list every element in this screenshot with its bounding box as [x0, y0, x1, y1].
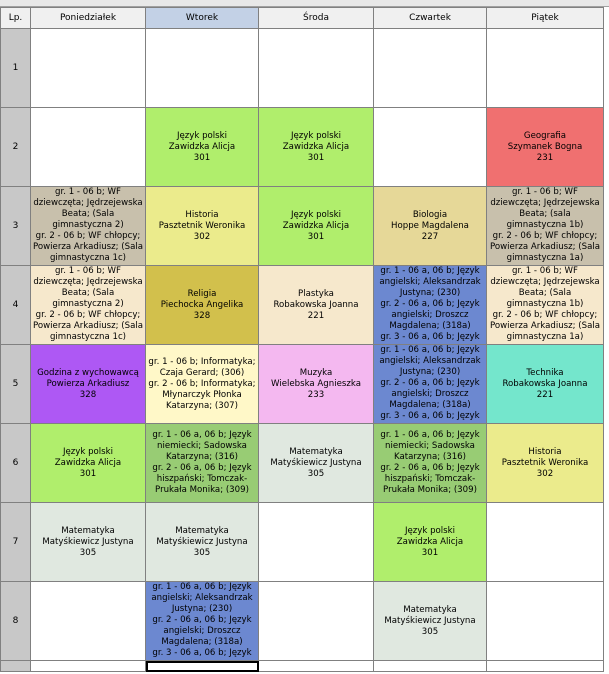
- lesson-cell-monday[interactable]: [31, 503, 146, 582]
- row-number[interactable]: 8: [1, 582, 31, 661]
- lesson-cell-content: [146, 29, 258, 107]
- lesson-cell-content: [31, 582, 145, 660]
- lesson-text: gr. 1 - 06 a, 06 b; Język niemiecki; Sadowska Katarzyna; (316) gr. 2 - 06 a, 06 b; Język hiszpański; Tomczak-Prukała Monika; (309): [380, 430, 480, 495]
- lesson-cell-wednesday[interactable]: [259, 108, 374, 187]
- lesson-cell-monday[interactable]: [31, 29, 146, 108]
- lesson-cell-friday[interactable]: [487, 503, 604, 582]
- lesson-cell-wednesday[interactable]: [259, 266, 374, 345]
- table-row: [1, 345, 604, 424]
- lesson-text: gr. 1 - 06 b; WF dziewczęta; Jędrzejewska Beata; (sala gimnastyczna 1b) gr. 2 - 06 b; WF chłopcy; Powierza Arkadiusz; (Sala gimnastyczna 1a): [489, 187, 600, 263]
- lesson-text: gr. 1 - 06 b; WF dziewczęta; Jędrzejewska Beata; (Sala gimnastyczna 2) gr. 2 - 06 b; WF chłopcy; Powierza Arkadiusz; (Sala gimnastyczna 1c): [33, 187, 144, 263]
- lesson-cell-thursday[interactable]: [374, 187, 487, 266]
- lesson-cell-content: [31, 29, 145, 107]
- lesson-cell-content: [487, 266, 603, 344]
- lesson-cell-wednesday[interactable]: [259, 424, 374, 503]
- lesson-cell-thursday[interactable]: [374, 108, 487, 187]
- lesson-text: Historia Pasztetnik Weronika 302: [158, 209, 246, 242]
- lesson-cell-content: [374, 29, 486, 107]
- lesson-cell-content: [146, 108, 258, 186]
- lesson-text: Godzina z wychowawcą Powierza Arkadiusz 328: [37, 367, 139, 400]
- lesson-cell-tuesday[interactable]: [146, 345, 259, 424]
- lesson-cell-content: [146, 187, 258, 265]
- lesson-cell-content: [374, 424, 486, 502]
- lesson-cell-tuesday[interactable]: [146, 108, 259, 187]
- lesson-text: gr. 1 - 06 b; WF dziewczęta; Jędrzejewska Beata; (Sala gimnastyczna 2) gr. 2 - 06 b; WF chłopcy; Powierza Arkadiusz; (Sala gimnastyczna 1c): [33, 266, 144, 342]
- lesson-text: gr. 1 - 06 b; Informatyka; Czaja Gerard; (306) gr. 2 - 06 b; Informatyka; Młynarczyk Płonka Katarzyna; (307): [148, 356, 256, 411]
- lesson-cell-content: [487, 503, 603, 581]
- lesson-cell-thursday[interactable]: [374, 266, 487, 345]
- row-number[interactable]: 7: [1, 503, 31, 582]
- row-number[interactable]: 2: [1, 108, 31, 187]
- lesson-cell-friday[interactable]: [487, 187, 604, 266]
- header-day-tuesday[interactable]: Wtorek: [146, 8, 259, 29]
- lesson-cell-tuesday[interactable]: [146, 582, 259, 661]
- header-day-friday[interactable]: Piątek: [487, 8, 604, 29]
- lesson-cell-tuesday[interactable]: [146, 266, 259, 345]
- table-row: [1, 108, 604, 187]
- lesson-cell-content: [374, 582, 486, 660]
- row-number[interactable]: 3: [1, 187, 31, 266]
- lesson-cell-wednesday[interactable]: [259, 582, 374, 661]
- lesson-cell-content: [146, 424, 258, 502]
- timetable-grid: [0, 7, 604, 672]
- lesson-cell-content: [259, 108, 373, 186]
- table-row: [1, 187, 604, 266]
- lesson-text: Matematyka Matyśkiewicz Justyna 305: [270, 446, 362, 479]
- lesson-cell-thursday[interactable]: [374, 345, 487, 424]
- table-row: [1, 266, 604, 345]
- lesson-cell-tuesday[interactable]: [146, 187, 259, 266]
- lesson-text: gr. 1 - 06 a, 06 b; Język angielski; Aleksandrzak Justyna; (230) gr. 2 - 06 a, 06 b; Język angielski; Droszcz Magdalena; (318a) gr. 3 - 06 a, 06 b; Język: [379, 266, 481, 342]
- lesson-cell-friday[interactable]: [487, 108, 604, 187]
- lesson-cell-content: [31, 424, 145, 502]
- table-row: [1, 582, 604, 661]
- lesson-cell-content: [374, 503, 486, 581]
- header-day-wednesday[interactable]: Środa: [259, 8, 374, 29]
- lesson-cell-tuesday[interactable]: [146, 661, 259, 672]
- row-number[interactable]: 1: [1, 29, 31, 108]
- lesson-cell-content: [374, 108, 486, 186]
- table-row: [1, 424, 604, 503]
- row-number[interactable]: 4: [1, 266, 31, 345]
- table-row: [1, 29, 604, 108]
- lesson-cell-tuesday[interactable]: [146, 424, 259, 503]
- lesson-cell-content: [374, 266, 486, 344]
- lesson-text: Język polski Zawidzka Alicja 301: [282, 130, 350, 163]
- lesson-cell-content: [487, 108, 603, 186]
- lesson-cell-wednesday[interactable]: [259, 503, 374, 582]
- toolbar-strip: [0, 0, 609, 7]
- lesson-text: gr. 1 - 06 a, 06 b; Język angielski; Aleksandrzak Justyna; (230) gr. 2 - 06 a, 06 b; Język angielski; Droszcz Magdalena; (318a) gr. 3 - 06 a, 06 b; Język: [379, 345, 481, 421]
- lesson-cell-content: [259, 424, 373, 502]
- lesson-cell-monday[interactable]: [31, 266, 146, 345]
- lesson-text: Geografia Szymanek Bogna 231: [507, 130, 583, 163]
- lesson-text: Muzyka Wielebska Agnieszka 233: [271, 367, 361, 400]
- lesson-text: Biologia Hoppe Magdalena 227: [391, 209, 469, 242]
- lesson-cell-friday[interactable]: [487, 29, 604, 108]
- lesson-text: Język polski Zawidzka Alicja 301: [282, 209, 350, 242]
- lesson-text: Język polski Zawidzka Alicja 301: [396, 525, 464, 558]
- lesson-cell-monday[interactable]: [31, 345, 146, 424]
- lesson-cell-friday[interactable]: [487, 661, 604, 672]
- lesson-cell-wednesday[interactable]: [259, 187, 374, 266]
- row-number[interactable]: 5: [1, 345, 31, 424]
- lesson-cell-thursday[interactable]: [374, 503, 487, 582]
- lesson-text: Język polski Zawidzka Alicja 301: [168, 130, 236, 163]
- lesson-cell-content: [31, 266, 145, 344]
- table-row: [1, 661, 604, 672]
- lesson-cell-thursday[interactable]: [374, 29, 487, 108]
- lesson-cell-friday[interactable]: [487, 582, 604, 661]
- header-day-thursday[interactable]: Czwartek: [374, 8, 487, 29]
- lesson-cell-wednesday[interactable]: [259, 345, 374, 424]
- lesson-cell-monday[interactable]: [31, 661, 146, 672]
- lesson-cell-content: [259, 503, 373, 581]
- lesson-cell-content: [374, 187, 486, 265]
- lesson-text: Matematyka Matyśkiewicz Justyna 305: [156, 525, 248, 558]
- lesson-cell-monday[interactable]: [31, 108, 146, 187]
- lesson-cell-content: [259, 266, 373, 344]
- lesson-cell-wednesday[interactable]: [259, 661, 374, 672]
- lesson-cell-content: [31, 345, 145, 423]
- lesson-cell-content: [146, 266, 258, 344]
- lesson-cell-content: [146, 345, 258, 423]
- lesson-cell-friday[interactable]: [487, 266, 604, 345]
- lesson-cell-tuesday[interactable]: [146, 29, 259, 108]
- lesson-cell-monday[interactable]: [31, 187, 146, 266]
- lesson-cell-thursday[interactable]: [374, 582, 487, 661]
- lesson-cell-content: [259, 187, 373, 265]
- lesson-cell-content: [487, 424, 603, 502]
- lesson-cell-thursday[interactable]: [374, 661, 487, 672]
- lesson-cell-wednesday[interactable]: [259, 29, 374, 108]
- lesson-text: Matematyka Matyśkiewicz Justyna 305: [42, 525, 134, 558]
- lesson-text: Matematyka Matyśkiewicz Justyna 305: [384, 604, 476, 637]
- lesson-cell-content: [259, 345, 373, 423]
- lesson-text: gr. 1 - 06 a, 06 b; Język niemiecki; Sadowska Katarzyna; (316) gr. 2 - 06 a, 06 b; Język hiszpański; Tomczak-Prukała Monika; (309): [152, 430, 252, 495]
- lesson-cell-content: [259, 582, 373, 660]
- lesson-text: Technika Robakowska Joanna 221: [502, 367, 588, 400]
- row-number[interactable]: [1, 661, 31, 672]
- lesson-text: Historia Pasztetnik Weronika 302: [501, 446, 589, 479]
- lesson-cell-thursday[interactable]: [374, 424, 487, 503]
- lesson-cell-content: [31, 187, 145, 265]
- lesson-cell-content: [259, 29, 373, 107]
- lesson-cell-monday[interactable]: [31, 424, 146, 503]
- lesson-cell-content: [146, 503, 258, 581]
- lesson-cell-monday[interactable]: [31, 582, 146, 661]
- lesson-cell-content: [31, 503, 145, 581]
- header-lp[interactable]: Lp.: [1, 8, 31, 29]
- lesson-cell-content: [146, 582, 258, 660]
- lesson-cell-content: [487, 582, 603, 660]
- lesson-text: Religia Piechocka Angelika 328: [160, 288, 244, 321]
- lesson-cell-content: [487, 345, 603, 423]
- table-row: [1, 503, 604, 582]
- lesson-text: Plastyka Robakowska Joanna 221: [273, 288, 359, 321]
- lesson-cell-content: [31, 108, 145, 186]
- row-number[interactable]: 6: [1, 424, 31, 503]
- lesson-cell-content: [487, 187, 603, 265]
- lesson-cell-friday[interactable]: [487, 424, 604, 503]
- lesson-text: Język polski Zawidzka Alicja 301: [54, 446, 122, 479]
- lesson-text: gr. 1 - 06 a, 06 b; Język angielski; Aleksandrzak Justyna; (230) gr. 2 - 06 a, 06 b; Język angielski; Droszcz Magdalena; (318a) gr. 3 - 06 a, 06 b; Język: [151, 582, 253, 658]
- lesson-cell-tuesday[interactable]: [146, 503, 259, 582]
- lesson-cell-content: [487, 29, 603, 107]
- header-day-monday[interactable]: Poniedziałek: [31, 8, 146, 29]
- lesson-cell-friday[interactable]: [487, 345, 604, 424]
- lesson-cell-content: [374, 345, 486, 423]
- lesson-text: gr. 1 - 06 b; WF dziewczęta; Jędrzejewska Beata; (Sala gimnastyczna 1b) gr. 2 - 06 b; WF chłopcy; Powierza Arkadiusz; (Sala gimnastyczna 1a): [489, 266, 600, 342]
